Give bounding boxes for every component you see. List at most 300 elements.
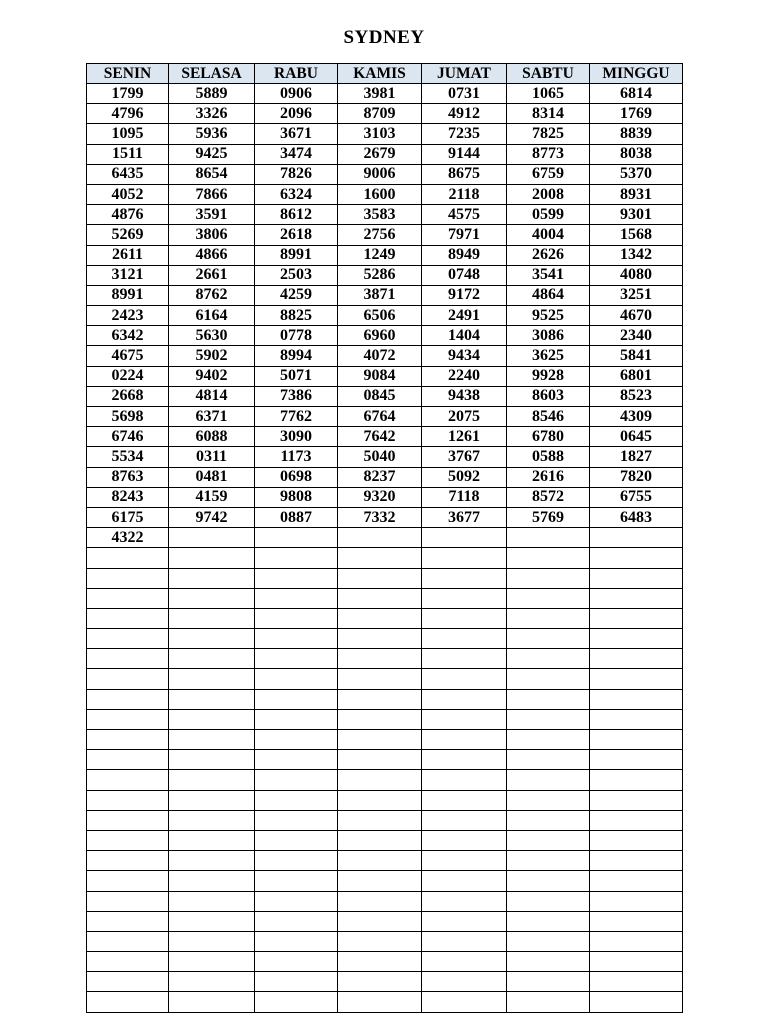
table-cell	[422, 689, 507, 709]
table-cell: 6755	[590, 487, 683, 507]
table-cell	[87, 588, 169, 608]
table-cell	[590, 709, 683, 729]
table-cell	[590, 730, 683, 750]
table-cell: 8314	[507, 104, 590, 124]
table-cell: 9006	[338, 164, 422, 184]
table-cell	[255, 851, 338, 871]
table-cell	[87, 972, 169, 992]
table-cell	[590, 810, 683, 830]
table-cell: 4796	[87, 104, 169, 124]
table-cell: 9425	[169, 144, 255, 164]
table-cell	[507, 830, 590, 850]
table-cell: 2626	[507, 245, 590, 265]
table-cell: 3671	[255, 124, 338, 144]
table-row	[87, 225, 683, 245]
table-cell: 4814	[169, 386, 255, 406]
table-cell: 0224	[87, 366, 169, 386]
table-cell: 1404	[422, 326, 507, 346]
table-cell: 5370	[590, 164, 683, 184]
table-cell	[338, 830, 422, 850]
table-cell: 8991	[87, 285, 169, 305]
table-cell	[255, 770, 338, 790]
table-cell: 3326	[169, 104, 255, 124]
table-cell: 2661	[169, 265, 255, 285]
table-cell: 2616	[507, 467, 590, 487]
table-cell: 8825	[255, 306, 338, 326]
table-cell	[87, 810, 169, 830]
table-cell: 5286	[338, 265, 422, 285]
table-cell	[87, 931, 169, 951]
table-cell: 8949	[422, 245, 507, 265]
table-cell: 4080	[590, 265, 683, 285]
table-cell: 4159	[169, 487, 255, 507]
table-cell	[87, 790, 169, 810]
table-cell	[507, 689, 590, 709]
table-row	[87, 427, 683, 447]
table-cell	[338, 992, 422, 1012]
table-cell	[590, 770, 683, 790]
table-cell: 1249	[338, 245, 422, 265]
table-cell	[169, 952, 255, 972]
table-cell: 3767	[422, 447, 507, 467]
table-row	[87, 810, 683, 830]
table-cell: 2756	[338, 225, 422, 245]
table-cell: 2340	[590, 326, 683, 346]
table-cell	[255, 709, 338, 729]
table-cell: 0906	[255, 84, 338, 104]
table-cell: 0731	[422, 84, 507, 104]
table-cell	[169, 669, 255, 689]
table-cell	[338, 689, 422, 709]
table-cell	[338, 952, 422, 972]
table-row	[87, 507, 683, 527]
table-cell: 9928	[507, 366, 590, 386]
table-cell	[422, 588, 507, 608]
table-cell	[422, 931, 507, 951]
table-cell	[507, 770, 590, 790]
table-cell: 7820	[590, 467, 683, 487]
table-cell: 2668	[87, 386, 169, 406]
table-cell	[87, 891, 169, 911]
table-cell: 9172	[422, 285, 507, 305]
table-cell: 6764	[338, 407, 422, 427]
table-cell	[422, 851, 507, 871]
table-header	[87, 64, 683, 84]
table-row	[87, 487, 683, 507]
table-cell: 2423	[87, 306, 169, 326]
table-cell: 2008	[507, 184, 590, 204]
table-row	[87, 770, 683, 790]
table-cell: 3677	[422, 507, 507, 527]
table-cell: 5769	[507, 507, 590, 527]
table-cell	[169, 790, 255, 810]
table-row	[87, 144, 683, 164]
table-cell: 3090	[255, 427, 338, 447]
table-row	[87, 306, 683, 326]
table-cell	[590, 891, 683, 911]
table-row	[87, 366, 683, 386]
table-cell: 2240	[422, 366, 507, 386]
table-cell: 1065	[507, 84, 590, 104]
table-cell	[169, 810, 255, 830]
table-cell	[507, 528, 590, 548]
table-row	[87, 730, 683, 750]
table-cell: 0698	[255, 467, 338, 487]
table-cell: 4866	[169, 245, 255, 265]
table-cell	[422, 830, 507, 850]
table-cell	[255, 689, 338, 709]
table-cell: 1568	[590, 225, 683, 245]
table-row	[87, 285, 683, 305]
table-cell: 9742	[169, 507, 255, 527]
table-cell	[169, 931, 255, 951]
table-cell: 9434	[422, 346, 507, 366]
table-cell: 6175	[87, 507, 169, 527]
table-cell	[87, 992, 169, 1012]
table-row	[87, 326, 683, 346]
table-cell: 1095	[87, 124, 169, 144]
table-cell	[590, 629, 683, 649]
table-cell	[255, 931, 338, 951]
table-cell	[590, 548, 683, 568]
table-cell	[422, 730, 507, 750]
table-cell: 2118	[422, 184, 507, 204]
table-row	[87, 528, 683, 548]
table-cell: 3086	[507, 326, 590, 346]
results-table	[86, 63, 683, 1013]
table-cell: 8038	[590, 144, 683, 164]
table-cell: 8612	[255, 205, 338, 225]
table-cell	[338, 790, 422, 810]
table-cell	[169, 588, 255, 608]
table-cell: 7332	[338, 507, 422, 527]
table-cell: 4670	[590, 306, 683, 326]
table-cell	[87, 709, 169, 729]
column-header-rabu: RABU	[255, 64, 338, 84]
table-cell	[422, 992, 507, 1012]
table-cell	[255, 810, 338, 830]
table-cell	[255, 528, 338, 548]
table-cell	[87, 649, 169, 669]
table-cell	[590, 689, 683, 709]
table-cell	[87, 871, 169, 891]
table-cell: 4575	[422, 205, 507, 225]
table-cell	[422, 770, 507, 790]
table-cell: 7866	[169, 184, 255, 204]
table-cell: 8839	[590, 124, 683, 144]
table-cell	[338, 568, 422, 588]
table-cell: 0311	[169, 447, 255, 467]
header-row	[87, 64, 683, 84]
table-cell	[590, 750, 683, 770]
table-row	[87, 972, 683, 992]
table-cell: 8762	[169, 285, 255, 305]
table-cell	[255, 952, 338, 972]
table-row	[87, 245, 683, 265]
table-cell: 7235	[422, 124, 507, 144]
table-cell	[338, 750, 422, 770]
table-cell	[422, 568, 507, 588]
table-row	[87, 548, 683, 568]
table-cell	[507, 851, 590, 871]
table-cell: 6483	[590, 507, 683, 527]
table-cell	[338, 608, 422, 628]
table-cell: 2618	[255, 225, 338, 245]
table-cell	[255, 568, 338, 588]
table-cell	[255, 669, 338, 689]
table-cell	[255, 992, 338, 1012]
table-cell	[87, 568, 169, 588]
table-cell	[422, 952, 507, 972]
table-cell: 5040	[338, 447, 422, 467]
table-cell: 0845	[338, 386, 422, 406]
table-cell: 5269	[87, 225, 169, 245]
table-cell	[422, 911, 507, 931]
table-row	[87, 407, 683, 427]
table-cell	[169, 891, 255, 911]
table-cell: 9301	[590, 205, 683, 225]
table-cell: 9320	[338, 487, 422, 507]
table-cell	[590, 972, 683, 992]
table-cell	[338, 891, 422, 911]
table-cell	[507, 891, 590, 911]
table-cell: 2503	[255, 265, 338, 285]
table-row	[87, 467, 683, 487]
table-cell	[169, 972, 255, 992]
column-header-kamis: KAMIS	[338, 64, 422, 84]
table-cell	[255, 911, 338, 931]
table-cell: 0887	[255, 507, 338, 527]
table-cell: 5534	[87, 447, 169, 467]
table-cell	[422, 528, 507, 548]
table-cell	[590, 790, 683, 810]
table-row	[87, 346, 683, 366]
table-cell: 6371	[169, 407, 255, 427]
table-cell	[338, 528, 422, 548]
table-cell	[169, 992, 255, 1012]
table-cell	[338, 730, 422, 750]
table-cell	[255, 750, 338, 770]
table-cell	[507, 730, 590, 750]
table-cell	[507, 992, 590, 1012]
table-cell: 6435	[87, 164, 169, 184]
table-cell	[169, 709, 255, 729]
table-cell: 8654	[169, 164, 255, 184]
table-cell	[590, 871, 683, 891]
table-cell: 8603	[507, 386, 590, 406]
table-cell	[422, 608, 507, 628]
table-row	[87, 629, 683, 649]
table-row	[87, 104, 683, 124]
table-row	[87, 568, 683, 588]
table-cell: 6814	[590, 84, 683, 104]
table-cell	[338, 770, 422, 790]
table-cell	[590, 588, 683, 608]
table-cell: 0748	[422, 265, 507, 285]
table-cell	[255, 871, 338, 891]
table-cell	[255, 629, 338, 649]
table-cell	[507, 931, 590, 951]
table-cell: 1769	[590, 104, 683, 124]
table-cell: 4259	[255, 285, 338, 305]
table-cell	[87, 750, 169, 770]
table-cell: 9084	[338, 366, 422, 386]
table-cell	[422, 972, 507, 992]
table-cell	[255, 730, 338, 750]
table-cell: 3541	[507, 265, 590, 285]
table-cell: 9808	[255, 487, 338, 507]
table-cell	[507, 952, 590, 972]
table-row	[87, 124, 683, 144]
table-body	[87, 84, 683, 1013]
table-cell: 7118	[422, 487, 507, 507]
table-cell: 5630	[169, 326, 255, 346]
table-cell: 2491	[422, 306, 507, 326]
table-cell	[507, 810, 590, 830]
table-row	[87, 871, 683, 891]
table-cell: 8675	[422, 164, 507, 184]
table-cell	[507, 629, 590, 649]
table-row	[87, 205, 683, 225]
table-row	[87, 931, 683, 951]
table-cell	[422, 750, 507, 770]
table-cell: 2679	[338, 144, 422, 164]
table-row	[87, 689, 683, 709]
table-cell: 4912	[422, 104, 507, 124]
table-cell: 3981	[338, 84, 422, 104]
table-cell	[169, 750, 255, 770]
table-cell: 0599	[507, 205, 590, 225]
table-cell	[590, 649, 683, 669]
table-cell	[87, 911, 169, 931]
table-cell	[590, 568, 683, 588]
table-cell	[590, 851, 683, 871]
table-cell	[87, 851, 169, 871]
table-cell: 5889	[169, 84, 255, 104]
table-cell: 8773	[507, 144, 590, 164]
table-cell	[87, 548, 169, 568]
table-cell: 5936	[169, 124, 255, 144]
table-row	[87, 851, 683, 871]
page-title: SYDNEY	[343, 27, 425, 48]
table-cell	[422, 871, 507, 891]
table-cell: 4004	[507, 225, 590, 245]
table-cell	[422, 891, 507, 911]
column-header-selasa: SELASA	[169, 64, 255, 84]
table-cell: 5092	[422, 467, 507, 487]
table-cell	[338, 851, 422, 871]
table-cell: 9402	[169, 366, 255, 386]
table-cell	[422, 810, 507, 830]
table-cell	[87, 830, 169, 850]
table-cell	[507, 790, 590, 810]
table-cell	[507, 649, 590, 669]
table-cell	[169, 730, 255, 750]
table-cell	[255, 608, 338, 628]
table-row	[87, 669, 683, 689]
table-cell: 8763	[87, 467, 169, 487]
table-cell: 4072	[338, 346, 422, 366]
table-row	[87, 911, 683, 931]
table-cell	[338, 911, 422, 931]
table-cell: 3251	[590, 285, 683, 305]
table-cell	[87, 770, 169, 790]
table-cell: 8994	[255, 346, 338, 366]
table-cell	[338, 972, 422, 992]
table-cell	[507, 972, 590, 992]
table-row	[87, 992, 683, 1012]
table-row	[87, 790, 683, 810]
table-cell	[255, 588, 338, 608]
table-cell: 3474	[255, 144, 338, 164]
table-cell	[255, 972, 338, 992]
table-cell	[590, 669, 683, 689]
column-header-sabtu: SABTU	[507, 64, 590, 84]
table-cell: 7762	[255, 407, 338, 427]
table-row	[87, 184, 683, 204]
table-cell	[338, 548, 422, 568]
table-row	[87, 608, 683, 628]
table-row	[87, 830, 683, 850]
table-cell	[169, 548, 255, 568]
table-cell: 2075	[422, 407, 507, 427]
table-cell: 3625	[507, 346, 590, 366]
table-cell: 3591	[169, 205, 255, 225]
table-row	[87, 265, 683, 285]
table-cell	[422, 669, 507, 689]
table-cell: 5698	[87, 407, 169, 427]
table-cell	[169, 649, 255, 669]
table-cell: 1173	[255, 447, 338, 467]
table-cell: 8709	[338, 104, 422, 124]
table-cell	[422, 649, 507, 669]
table-cell	[422, 790, 507, 810]
table-cell: 3121	[87, 265, 169, 285]
table-cell: 3103	[338, 124, 422, 144]
table-row	[87, 447, 683, 467]
table-cell: 4052	[87, 184, 169, 204]
table-cell	[590, 992, 683, 1012]
table-cell: 2096	[255, 104, 338, 124]
table-cell: 9438	[422, 386, 507, 406]
table-row	[87, 164, 683, 184]
table-cell: 6746	[87, 427, 169, 447]
table-cell	[338, 649, 422, 669]
table-cell: 0778	[255, 326, 338, 346]
table-cell	[255, 830, 338, 850]
table-cell	[169, 528, 255, 548]
table-cell	[507, 568, 590, 588]
table-cell	[507, 588, 590, 608]
table-cell	[338, 669, 422, 689]
table-cell: 8523	[590, 386, 683, 406]
table-cell	[169, 830, 255, 850]
table-cell	[507, 750, 590, 770]
column-header-minggu: MINGGU	[590, 64, 683, 84]
table-row	[87, 649, 683, 669]
table-cell	[507, 709, 590, 729]
table-cell	[255, 790, 338, 810]
table-cell: 5841	[590, 346, 683, 366]
table-cell: 1261	[422, 427, 507, 447]
table-cell: 4309	[590, 407, 683, 427]
table-cell	[87, 952, 169, 972]
table-cell: 5902	[169, 346, 255, 366]
table-cell: 7642	[338, 427, 422, 447]
table-cell: 6506	[338, 306, 422, 326]
table-cell: 6088	[169, 427, 255, 447]
table-row	[87, 386, 683, 406]
